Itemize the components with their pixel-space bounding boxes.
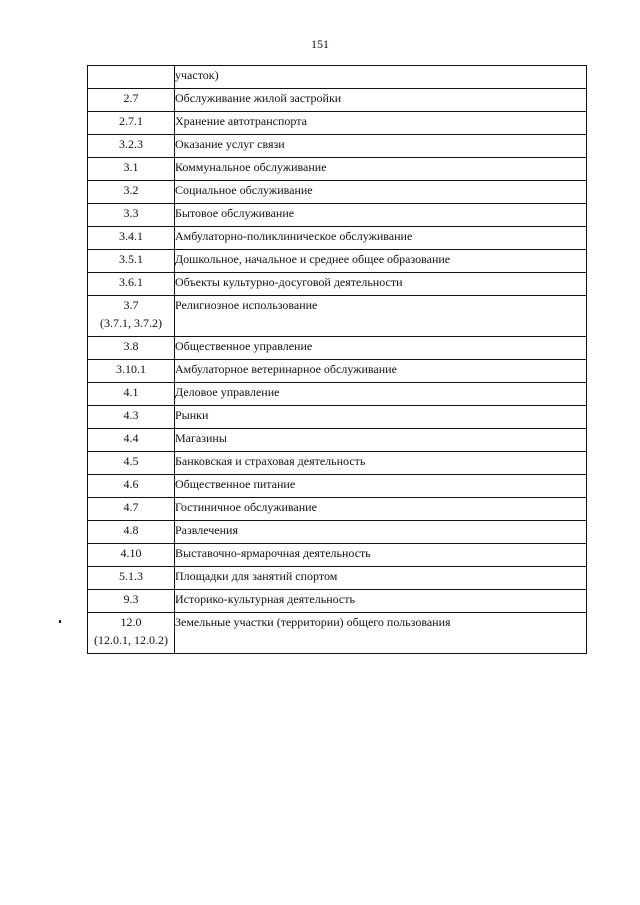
table-row: [88, 227, 587, 250]
code-cell: [88, 66, 175, 89]
code-cell: [88, 296, 175, 337]
code-cell: 2.7.1: [88, 112, 175, 135]
name-cell: участок): [175, 66, 587, 89]
code-cell: 4.1: [88, 383, 175, 406]
name-cell: Общественное питание: [175, 475, 587, 498]
name-cell: Деловое управление: [175, 383, 587, 406]
code-cell: 3.2: [88, 181, 175, 204]
table-row: [88, 498, 587, 521]
table-row: [88, 158, 587, 181]
table-row: [88, 66, 587, 89]
name-cell: Рынки: [175, 406, 587, 429]
scan-artifact-mark: [59, 620, 61, 623]
name-cell: Коммунальное обслуживание: [175, 158, 587, 181]
code-cell: 4.8: [88, 521, 175, 544]
page-number: 151: [311, 37, 329, 51]
name-cell: Оказание услуг связи: [175, 135, 587, 158]
table-row: [88, 89, 587, 112]
code-cell: 3.6.1: [88, 273, 175, 296]
table-row: [88, 452, 587, 475]
table-row: [88, 135, 587, 158]
name-cell: Общественное управление: [175, 337, 587, 360]
table-row: [88, 250, 587, 273]
code-cell: 3.4.1: [88, 227, 175, 250]
table-row: [88, 429, 587, 452]
name-cell: Обслуживание жилой застройки: [175, 89, 587, 112]
table-row: [88, 590, 587, 613]
code-cell: 4.6: [88, 475, 175, 498]
name-cell: Гостиничное обслуживание: [175, 498, 587, 521]
name-cell: Историко-культурная деятельность: [175, 590, 587, 613]
code-cell: 4.10: [88, 544, 175, 567]
table-row: [88, 337, 587, 360]
code-cell: 4.4: [88, 429, 175, 452]
table-row: [88, 204, 587, 227]
name-cell: Амбулаторное ветеринарное обслуживание: [175, 360, 587, 383]
code-line-primary: 12.0: [120, 615, 142, 629]
table-row: [88, 544, 587, 567]
name-cell: Дошкольное, начальное и среднее общее образование: [175, 250, 587, 273]
code-cell: 4.5: [88, 452, 175, 475]
code-cell: 4.3: [88, 406, 175, 429]
table-row: [88, 112, 587, 135]
code-cell: 4.7: [88, 498, 175, 521]
land-use-table: [87, 65, 587, 654]
table-row: [88, 521, 587, 544]
code-cell: 3.1: [88, 158, 175, 181]
name-cell: Амбулаторно-поликлиническое обслуживание: [175, 227, 587, 250]
table-row: [88, 613, 587, 654]
code-cell: 9.3: [88, 590, 175, 613]
name-cell: Земельные участки (территории) общего пользования: [175, 613, 587, 654]
code-cell: 3.5.1: [88, 250, 175, 273]
name-cell: Площадки для занятий спортом: [175, 567, 587, 590]
code-cell: [88, 613, 175, 654]
name-cell: Объекты культурно-досуговой деятельности: [175, 273, 587, 296]
name-cell: Выставочно-ярмарочная деятельность: [175, 544, 587, 567]
code-cell: 3.3: [88, 204, 175, 227]
name-cell: Социальное обслуживание: [175, 181, 587, 204]
name-cell: Развлечения: [175, 521, 587, 544]
code-cell: 2.7: [88, 89, 175, 112]
name-cell: Хранение автотранспорта: [175, 112, 587, 135]
code-line-secondary: (3.7.1, 3.7.2): [100, 316, 162, 330]
name-cell: Банковская и страховая деятельность: [175, 452, 587, 475]
table-row: [88, 567, 587, 590]
code-line-secondary: (12.0.1, 12.0.2): [94, 633, 168, 647]
code-cell: 3.8: [88, 337, 175, 360]
code-cell: 3.10.1: [88, 360, 175, 383]
table-row: [88, 181, 587, 204]
name-cell: Религиозное использование: [175, 296, 587, 337]
code-cell: 3.2.3: [88, 135, 175, 158]
table-row: [88, 383, 587, 406]
name-cell: Магазины: [175, 429, 587, 452]
table-row: [88, 360, 587, 383]
table-row: [88, 475, 587, 498]
table-row: [88, 273, 587, 296]
name-cell: Бытовое обслуживание: [175, 204, 587, 227]
code-cell: 5.1.3: [88, 567, 175, 590]
table-row: [88, 406, 587, 429]
table-row: [88, 296, 587, 337]
code-line-primary: 3.7: [123, 298, 139, 312]
